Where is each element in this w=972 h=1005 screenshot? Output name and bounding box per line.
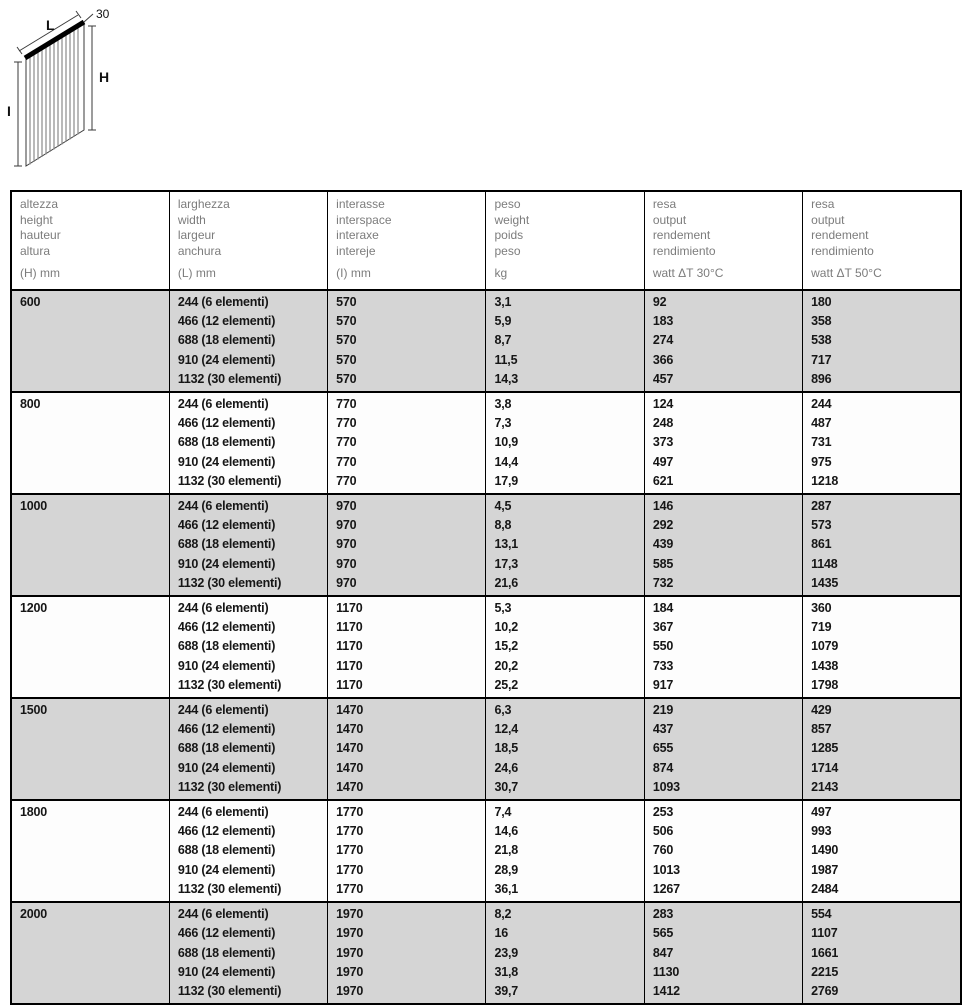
column-header-line: peso <box>494 197 521 211</box>
table-cell: 124 <box>644 392 802 414</box>
table-cell: 11,5 <box>486 351 644 370</box>
table-cell: 585 <box>644 555 802 574</box>
height-value-cell: 1500 <box>11 698 169 800</box>
column-header-line: output <box>811 212 845 227</box>
table-cell: 1148 <box>803 555 961 574</box>
height-group-800 <box>11 392 961 494</box>
table-cell: 1438 <box>803 657 961 676</box>
radiator-diagram <box>6 4 156 182</box>
table-cell: 1490 <box>803 841 961 860</box>
table-cell: 970 <box>328 516 486 535</box>
table-cell: 244 (6 elementi) <box>169 698 327 720</box>
column-header-unit: kg <box>494 265 508 280</box>
table-cell: 847 <box>644 944 802 963</box>
table-cell: 20,2 <box>486 657 644 676</box>
table-cell: 570 <box>328 370 486 392</box>
table-row <box>11 596 961 618</box>
table-cell: 24,6 <box>486 759 644 778</box>
column-header-line: rendimiento <box>652 243 716 258</box>
table-cell: 1970 <box>328 963 486 982</box>
table-cell: 10,9 <box>486 433 644 452</box>
table-cell: 770 <box>328 453 486 472</box>
column-header-lines <box>494 197 643 259</box>
column-header-line: output <box>652 212 687 227</box>
table-cell: 14,4 <box>486 453 644 472</box>
table-cell: 896 <box>803 370 961 392</box>
height-value-cell: 1000 <box>11 494 169 596</box>
table-cell: 910 (24 elementi) <box>169 351 327 370</box>
table-cell: 770 <box>328 472 486 494</box>
table-cell: 358 <box>803 312 961 331</box>
table-cell: 244 (6 elementi) <box>169 392 327 414</box>
height-group-1500 <box>11 698 961 800</box>
height-group-1200 <box>11 596 961 698</box>
table-cell: 1132 (30 elementi) <box>169 370 327 392</box>
table-cell: 688 (18 elementi) <box>169 841 327 860</box>
table-cell: 466 (12 elementi) <box>169 516 327 535</box>
column-header-line: interaxe <box>336 228 379 242</box>
table-cell: 770 <box>328 392 486 414</box>
column-header-line: rendement <box>811 228 869 242</box>
column-header-line: weight <box>494 212 530 227</box>
height-group-600 <box>11 290 961 392</box>
table-cell: 1770 <box>328 841 486 860</box>
radiator-panel-face <box>26 23 84 166</box>
table-cell: 244 (6 elementi) <box>169 902 327 924</box>
label-H: H <box>99 69 110 85</box>
table-cell: 17,9 <box>486 472 644 494</box>
table-cell: 466 (12 elementi) <box>169 414 327 433</box>
table-cell: 1132 (30 elementi) <box>169 778 327 800</box>
table-cell: 910 (24 elementi) <box>169 657 327 676</box>
table-cell: 688 (18 elementi) <box>169 331 327 350</box>
table-cell: 1470 <box>328 759 486 778</box>
table-cell: 1093 <box>644 778 802 800</box>
table-cell: 1170 <box>328 618 486 637</box>
table-cell: 360 <box>803 596 961 618</box>
table-cell: 5,3 <box>486 596 644 618</box>
height-value-cell: 600 <box>11 290 169 392</box>
table-cell: 274 <box>644 331 802 350</box>
table-cell: 466 (12 elementi) <box>169 822 327 841</box>
table-cell: 538 <box>803 331 961 350</box>
table-cell: 1770 <box>328 822 486 841</box>
dimension-line-depth <box>84 14 93 22</box>
table-cell: 367 <box>644 618 802 637</box>
table-cell: 970 <box>328 494 486 516</box>
table-cell: 1970 <box>328 982 486 1004</box>
table-cell: 31,8 <box>486 963 644 982</box>
table-cell: 1714 <box>803 759 961 778</box>
table-cell: 244 (6 elementi) <box>169 596 327 618</box>
table-cell: 1435 <box>803 574 961 596</box>
table-cell: 688 (18 elementi) <box>169 433 327 452</box>
table-cell: 497 <box>644 453 802 472</box>
table-cell: 970 <box>328 535 486 554</box>
table-cell: 3,8 <box>486 392 644 414</box>
column-header-line: width <box>177 212 206 227</box>
table-cell: 30,7 <box>486 778 644 800</box>
table-cell: 15,2 <box>486 637 644 656</box>
dimension-line-H <box>88 26 96 130</box>
table-cell: 437 <box>644 720 802 739</box>
table-cell: 1970 <box>328 924 486 943</box>
table-cell: 292 <box>644 516 802 535</box>
table-cell: 487 <box>803 414 961 433</box>
column-header-line: largeur <box>177 228 216 242</box>
height-group-2000 <box>11 902 961 1004</box>
table-cell: 1470 <box>328 739 486 758</box>
table-cell: 21,8 <box>486 841 644 860</box>
table-cell: 2143 <box>803 778 961 800</box>
table-cell: 1412 <box>644 982 802 1004</box>
table-cell: 17,3 <box>486 555 644 574</box>
column-header-line: altezza <box>20 197 59 211</box>
table-cell: 6,3 <box>486 698 644 720</box>
table-cell: 2215 <box>803 963 961 982</box>
table-cell: 570 <box>328 351 486 370</box>
table-cell: 1170 <box>328 637 486 656</box>
table-cell: 39,7 <box>486 982 644 1004</box>
table-cell: 429 <box>803 698 961 720</box>
column-header-unit: watt ΔT 30°C <box>652 265 724 280</box>
table-cell: 733 <box>644 657 802 676</box>
table-cell: 857 <box>803 720 961 739</box>
table-cell: 2769 <box>803 982 961 1004</box>
column-header-2 <box>328 191 486 290</box>
table-cell: 688 (18 elementi) <box>169 944 327 963</box>
table-row <box>11 698 961 720</box>
table-cell: 439 <box>644 535 802 554</box>
table-cell: 1987 <box>803 861 961 880</box>
table-cell: 1107 <box>803 924 961 943</box>
table-cell: 7,4 <box>486 800 644 822</box>
table-cell: 13,1 <box>486 535 644 554</box>
table-cell: 244 (6 elementi) <box>169 290 327 312</box>
table-cell: 244 <box>803 392 961 414</box>
table-cell: 28,9 <box>486 861 644 880</box>
table-cell: 92 <box>644 290 802 312</box>
column-header-unit: (I) mm <box>336 265 371 280</box>
table-cell: 1132 (30 elementi) <box>169 472 327 494</box>
label-I: I <box>7 103 11 119</box>
table-cell: 8,2 <box>486 902 644 924</box>
table-cell: 466 (12 elementi) <box>169 618 327 637</box>
table-cell: 10,2 <box>486 618 644 637</box>
column-header-lines <box>20 197 169 259</box>
table-cell: 573 <box>803 516 961 535</box>
table-cell: 1770 <box>328 800 486 822</box>
table-row <box>11 800 961 822</box>
column-header-line: poids <box>494 228 524 242</box>
table-cell: 36,1 <box>486 880 644 902</box>
table-cell: 23,9 <box>486 944 644 963</box>
column-header-unit: watt ΔT 50°C <box>811 265 882 280</box>
table-cell: 12,4 <box>486 720 644 739</box>
table-cell: 874 <box>644 759 802 778</box>
table-row <box>11 392 961 414</box>
column-header-lines <box>336 197 485 259</box>
height-value-cell: 2000 <box>11 902 169 1004</box>
column-header-line: hauteur <box>20 228 61 242</box>
table-cell: 1470 <box>328 698 486 720</box>
column-header-line: anchura <box>177 243 222 258</box>
column-header-line: resa <box>652 197 677 211</box>
table-cell: 975 <box>803 453 961 472</box>
radiator-drawing-svg <box>6 4 156 182</box>
table-cell: 14,3 <box>486 370 644 392</box>
table-cell: 5,9 <box>486 312 644 331</box>
table-cell: 1267 <box>644 880 802 902</box>
spec-table-wrap <box>10 190 962 1005</box>
table-cell: 570 <box>328 312 486 331</box>
column-header-line: interasse <box>336 197 385 211</box>
table-row <box>11 494 961 516</box>
table-cell: 688 (18 elementi) <box>169 739 327 758</box>
label-L: L <box>46 17 55 33</box>
table-cell: 719 <box>803 618 961 637</box>
table-cell: 655 <box>644 739 802 758</box>
table-cell: 1970 <box>328 944 486 963</box>
table-cell: 180 <box>803 290 961 312</box>
table-cell: 497 <box>803 800 961 822</box>
column-header-lines <box>811 197 960 259</box>
table-cell: 760 <box>644 841 802 860</box>
table-cell: 25,2 <box>486 676 644 698</box>
column-header-5 <box>803 191 961 290</box>
table-cell: 1798 <box>803 676 961 698</box>
table-cell: 219 <box>644 698 802 720</box>
table-cell: 565 <box>644 924 802 943</box>
table-cell: 1661 <box>803 944 961 963</box>
table-cell: 184 <box>644 596 802 618</box>
table-cell: 253 <box>644 800 802 822</box>
table-cell: 14,6 <box>486 822 644 841</box>
table-cell: 688 (18 elementi) <box>169 637 327 656</box>
table-cell: 550 <box>644 637 802 656</box>
table-cell: 731 <box>803 433 961 452</box>
table-cell: 910 (24 elementi) <box>169 555 327 574</box>
column-header-unit: (H) mm <box>20 265 60 280</box>
table-cell: 910 (24 elementi) <box>169 453 327 472</box>
column-header-line: resa <box>811 197 835 211</box>
column-header-3 <box>486 191 644 290</box>
table-cell: 770 <box>328 414 486 433</box>
column-header-line: altura <box>20 243 51 258</box>
table-cell: 1470 <box>328 720 486 739</box>
header-row <box>11 191 961 290</box>
column-header-line: rendement <box>652 228 711 242</box>
table-cell: 1470 <box>328 778 486 800</box>
column-header-line: peso <box>494 243 521 258</box>
table-cell: 244 (6 elementi) <box>169 800 327 822</box>
table-cell: 570 <box>328 290 486 312</box>
column-header-line: height <box>20 212 53 227</box>
height-value-cell: 1200 <box>11 596 169 698</box>
table-cell: 910 (24 elementi) <box>169 963 327 982</box>
column-header-4 <box>644 191 802 290</box>
table-cell: 770 <box>328 433 486 452</box>
table-cell: 506 <box>644 822 802 841</box>
table-cell: 554 <box>803 902 961 924</box>
table-cell: 287 <box>803 494 961 516</box>
table-cell: 146 <box>644 494 802 516</box>
table-cell: 3,1 <box>486 290 644 312</box>
table-cell: 16 <box>486 924 644 943</box>
table-cell: 7,3 <box>486 414 644 433</box>
table-cell: 248 <box>644 414 802 433</box>
table-cell: 183 <box>644 312 802 331</box>
height-value-cell: 800 <box>11 392 169 494</box>
table-cell: 993 <box>803 822 961 841</box>
table-cell: 283 <box>644 902 802 924</box>
column-header-0 <box>11 191 169 290</box>
table-row <box>11 902 961 924</box>
table-cell: 8,8 <box>486 516 644 535</box>
column-header-line: larghezza <box>177 197 230 211</box>
table-cell: 244 (6 elementi) <box>169 494 327 516</box>
table-cell: 1079 <box>803 637 961 656</box>
table-cell: 1013 <box>644 861 802 880</box>
table-cell: 717 <box>803 351 961 370</box>
column-header-line: intereje <box>336 243 376 258</box>
table-cell: 4,5 <box>486 494 644 516</box>
table-cell: 910 (24 elementi) <box>169 759 327 778</box>
table-cell: 466 (12 elementi) <box>169 312 327 331</box>
column-header-line: interspace <box>336 212 392 227</box>
label-30: 30 <box>96 7 110 21</box>
table-cell: 621 <box>644 472 802 494</box>
table-cell: 373 <box>644 433 802 452</box>
table-cell: 970 <box>328 555 486 574</box>
column-header-1 <box>169 191 327 290</box>
table-cell: 466 (12 elementi) <box>169 924 327 943</box>
column-header-lines <box>178 197 327 259</box>
table-cell: 1770 <box>328 861 486 880</box>
table-cell: 570 <box>328 331 486 350</box>
table-cell: 21,6 <box>486 574 644 596</box>
table-cell: 1132 (30 elementi) <box>169 676 327 698</box>
table-row <box>11 290 961 312</box>
height-group-1000 <box>11 494 961 596</box>
dimension-line-I <box>14 62 22 166</box>
table-cell: 1130 <box>644 963 802 982</box>
column-header-line: rendimiento <box>811 243 874 258</box>
table-cell: 1132 (30 elementi) <box>169 880 327 902</box>
column-header-lines <box>653 197 802 259</box>
height-group-1800 <box>11 800 961 902</box>
table-cell: 1170 <box>328 657 486 676</box>
table-cell: 1132 (30 elementi) <box>169 982 327 1004</box>
spec-table <box>10 190 962 1005</box>
column-header-unit: (L) mm <box>177 265 216 280</box>
height-value-cell: 1800 <box>11 800 169 902</box>
table-cell: 1770 <box>328 880 486 902</box>
table-cell: 1285 <box>803 739 961 758</box>
table-cell: 2484 <box>803 880 961 902</box>
table-cell: 457 <box>644 370 802 392</box>
table-cell: 1218 <box>803 472 961 494</box>
table-cell: 861 <box>803 535 961 554</box>
spec-table-header <box>11 191 961 290</box>
table-cell: 688 (18 elementi) <box>169 535 327 554</box>
table-cell: 466 (12 elementi) <box>169 720 327 739</box>
table-cell: 1170 <box>328 676 486 698</box>
table-cell: 1970 <box>328 902 486 924</box>
table-cell: 732 <box>644 574 802 596</box>
table-cell: 366 <box>644 351 802 370</box>
table-cell: 8,7 <box>486 331 644 350</box>
table-cell: 18,5 <box>486 739 644 758</box>
table-cell: 1132 (30 elementi) <box>169 574 327 596</box>
table-cell: 910 (24 elementi) <box>169 861 327 880</box>
table-cell: 970 <box>328 574 486 596</box>
table-cell: 917 <box>644 676 802 698</box>
table-cell: 1170 <box>328 596 486 618</box>
